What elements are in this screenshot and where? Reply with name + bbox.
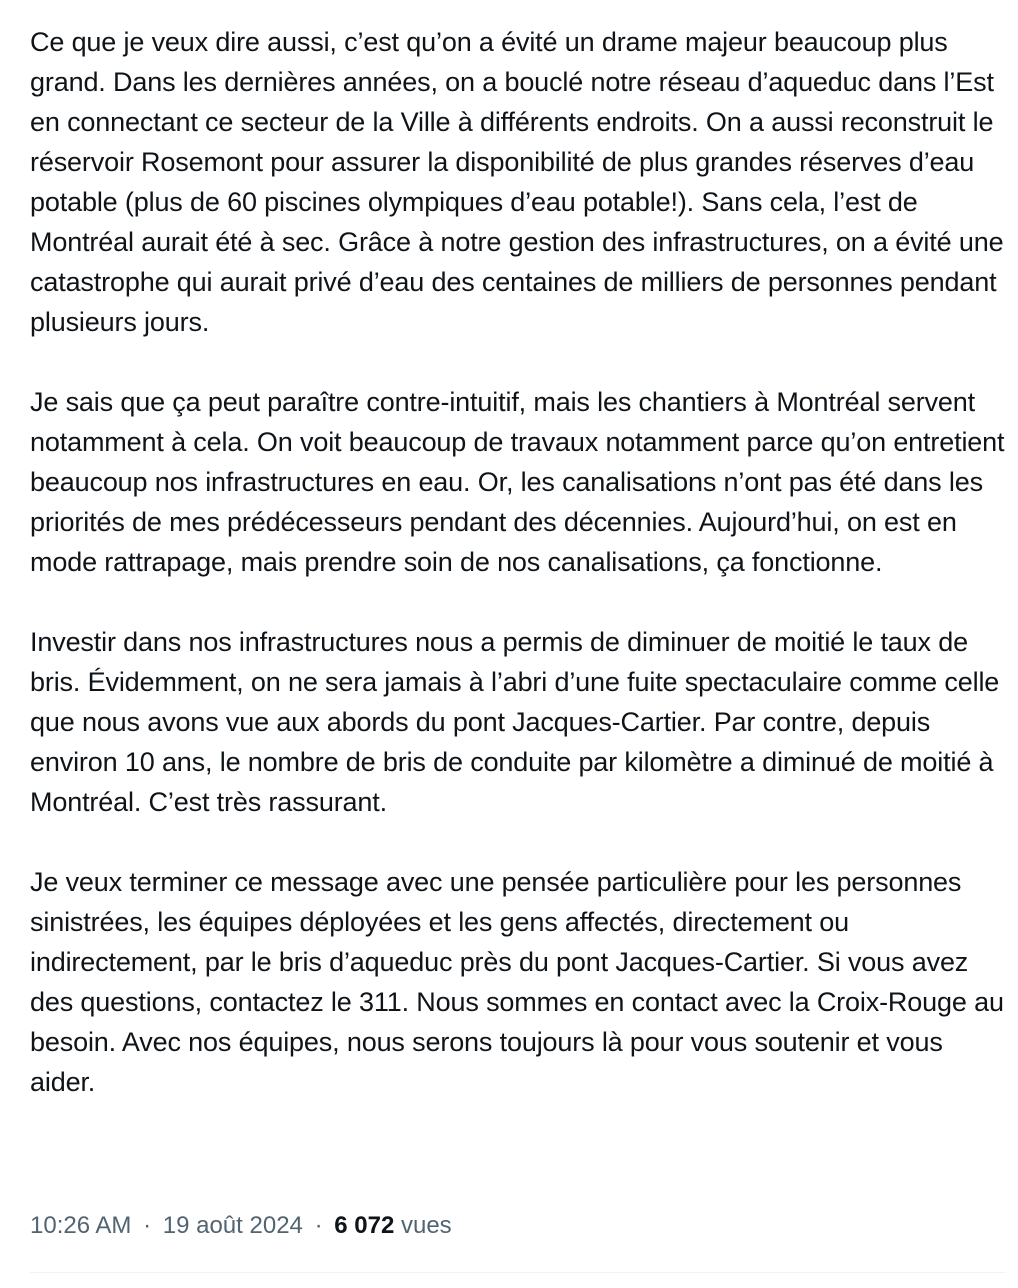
tweet-body: [30, 22, 1005, 1102]
meta-separator: ·: [314, 1212, 323, 1239]
divider: [30, 1272, 1005, 1273]
tweet-paragraph-3: Investir dans nos infrastructures nous a permis de diminuer de moitié le taux de bris. Évidemment, on ne sera jamais à l’abri d’une fuite spectaculaire comme celle que nous avons vue aux abords du pont Jacques-Cartier. Par contre, depuis environ 10 ans, le nombre de bris de conduite par kilomètre a diminué de moitié à Montréal. C’est très rassurant.: [30, 627, 1000, 817]
tweet-metadata: [30, 1206, 452, 1246]
tweet-paragraph-1: Ce que je veux dire aussi, c’est qu’on a évité un drame majeur beaucoup plus grand. Dans les dernières années, on a bouclé notre réseau d’aqueduc dans l’Est en connectant ce secteur de la Ville à différents endroits. On a aussi reconstruit le réservoir Rosemont pour assurer la disponibilité de plus grandes réserves d’eau potable (plus de 60 piscines olympiques d’eau potable!). Sans cela, l’est de Montréal aurait été à sec. Grâce à notre gestion des infrastructures, on a évité une catastrophe qui aurait privé d’eau des centaines de milliers de personnes pendant plusieurs jours.: [30, 27, 1004, 337]
tweet-paragraph-4: Je veux terminer ce message avec une pensée particulière pour les personnes sinistrées, les équipes déployées et les gens affectés, directement ou indirectement, par le bris d’aqueduc près du pont Jacques-Cartier. Si vous avez des questions, contactez le 311. Nous sommes en contact avec la Croix-Rouge au besoin. Avec nos équipes, nous serons toujours là pour vous soutenir et vous aider.: [30, 867, 1004, 1097]
tweet-paragraph-2: Je sais que ça peut paraître contre-intuitif, mais les chantiers à Montréal servent notamment à cela. On voit beaucoup de travaux notamment parce qu’on entretient beaucoup nos infrastructures en eau. Or, les canalisations n’ont pas été dans les priorités de mes prédécesseurs pendant des décennies. Aujourd’hui, on est en mode rattrapage, mais prendre soin de nos canalisations, ça fonctionne.: [30, 387, 1005, 577]
views-label: vues: [400, 1212, 452, 1239]
tweet-time-link[interactable]: 10:26 AM: [30, 1212, 132, 1239]
views-count: 6 072: [334, 1212, 395, 1239]
tweet-date-link[interactable]: 19 août 2024: [162, 1212, 303, 1239]
meta-separator: ·: [143, 1212, 152, 1239]
views-stat[interactable]: [334, 1212, 451, 1239]
